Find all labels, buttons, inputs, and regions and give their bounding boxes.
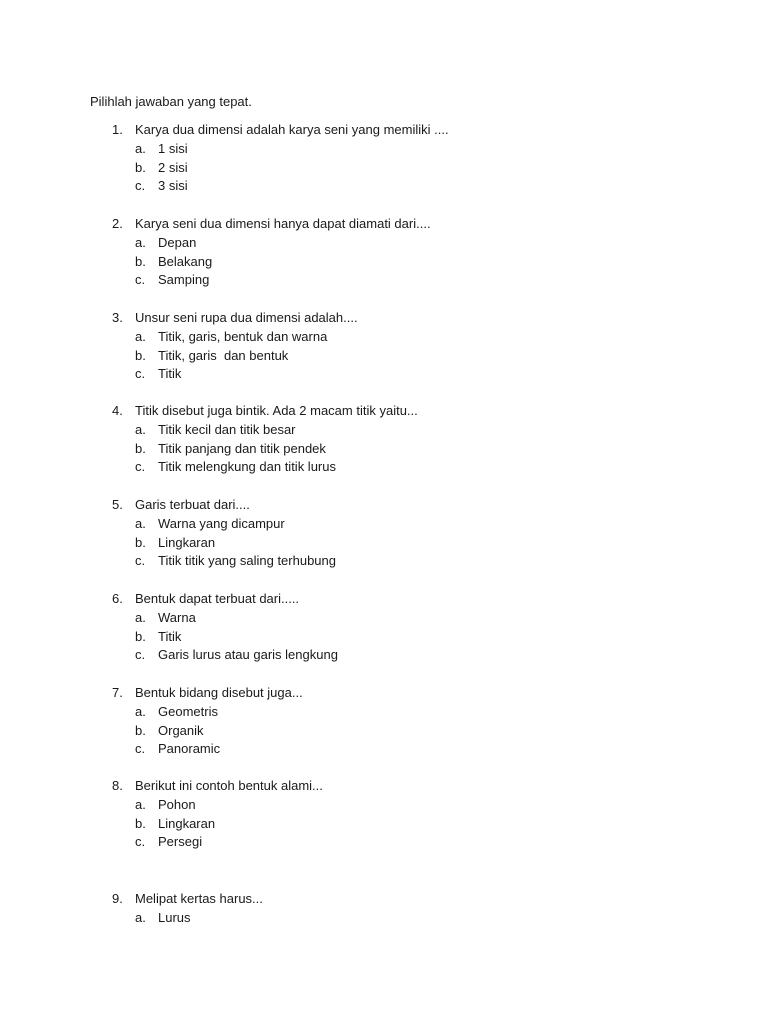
option-text: Titik panjang dan titik pendek [158,440,326,456]
option-row [0,609,768,628]
option-text: Depan [158,234,197,250]
option-text: 2 sisi [158,159,188,175]
option-letter: a. [135,515,146,531]
option-row [0,646,768,665]
option-text: 1 sisi [158,140,188,156]
question-number: 6. [112,591,123,606]
option-text: Lurus [158,909,191,925]
option-letter: b. [135,628,146,644]
question-text: Unsur seni rupa dua dimensi adalah.... [135,310,358,325]
option-letter: a. [135,140,146,156]
question-number: 5. [112,497,123,512]
option-text: Titik, garis dan bentuk [158,347,289,363]
option-text: Titik titik yang saling terhubung [158,553,337,569]
option-row [0,253,768,272]
question-item [0,496,768,571]
option-row [0,552,768,571]
question-number: 1. [112,122,123,137]
option-text: Samping [158,272,210,288]
option-text: Titik, garis, bentuk dan warna [158,328,328,344]
question-row [0,590,768,609]
option-letter: c. [135,553,146,569]
option-letter: c. [135,741,146,757]
option-letter: c. [135,459,146,475]
option-row [0,458,768,477]
option-letter: b. [135,253,146,269]
option-letter: a. [135,328,146,344]
option-text: Titik [158,628,182,644]
question-text: Bentuk bidang disebut juga... [135,685,303,700]
question-row [0,890,768,909]
question-number: 4. [112,403,123,418]
question-item [0,890,768,928]
question-text: Titik disebut juga bintik. Ada 2 macam titik yaitu... [135,403,418,418]
option-letter: c. [135,272,146,288]
question-row [0,215,768,234]
option-row [0,515,768,534]
question-item [0,777,768,852]
question-text: Melipat kertas harus... [135,891,263,906]
option-letter: a. [135,909,146,925]
option-row [0,347,768,366]
option-row [0,703,768,722]
question-number: 9. [112,891,123,906]
option-row [0,271,768,290]
option-letter: c. [135,366,146,382]
option-text: Lingkaran [158,534,216,550]
instruction-text: Pilihlah jawaban yang tepat. [90,94,252,109]
question-item [0,215,768,290]
question-text: Bentuk dapat terbuat dari..... [135,591,300,606]
option-letter: c. [135,647,146,663]
option-row [0,159,768,178]
option-row [0,796,768,815]
option-letter: a. [135,234,146,250]
option-row [0,534,768,553]
question-row [0,309,768,328]
option-text: Warna [158,609,196,625]
option-row [0,177,768,196]
option-row [0,628,768,647]
option-row [0,421,768,440]
option-text: Lingkaran [158,815,216,831]
option-letter: b. [135,722,146,738]
question-item [0,684,768,759]
option-row [0,234,768,253]
option-letter: c. [135,178,146,194]
option-text: Garis lurus atau garis lengkung [158,647,338,663]
question-text: Karya seni dua dimensi hanya dapat diamati dari.... [135,216,431,231]
option-letter: b. [135,440,146,456]
question-text: Berikut ini contoh bentuk alami... [135,778,323,793]
question-number: 8. [112,778,123,793]
option-letter: a. [135,609,146,625]
option-row [0,440,768,459]
option-text: 3 sisi [158,178,188,194]
option-row [0,328,768,347]
option-letter: a. [135,796,146,812]
question-row [0,121,768,140]
option-text: Organik [158,722,204,738]
question-number: 3. [112,310,123,325]
option-text: Titik kecil dan titik besar [158,421,296,437]
option-text: Titik melengkung dan titik lurus [158,459,336,475]
option-letter: b. [135,534,146,550]
option-letter: c. [135,834,146,850]
option-text: Persegi [158,834,203,850]
option-letter: a. [135,703,146,719]
question-text: Garis terbuat dari.... [135,497,250,512]
option-text: Warna yang dicampur [158,515,285,531]
option-letter: a. [135,421,146,437]
question-row [0,684,768,703]
option-row [0,722,768,741]
option-letter: b. [135,815,146,831]
question-row [0,402,768,421]
option-text: Titik [158,366,182,382]
question-item [0,121,768,196]
option-text: Geometris [158,703,218,719]
question-number: 2. [112,216,123,231]
question-row [0,496,768,515]
option-text: Belakang [158,253,213,269]
question-text: Karya dua dimensi adalah karya seni yang memiliki .... [135,122,449,137]
question-item [0,590,768,665]
option-letter: b. [135,159,146,175]
option-row [0,909,768,928]
option-row [0,740,768,759]
option-row [0,815,768,834]
question-number: 7. [112,685,123,700]
option-letter: b. [135,347,146,363]
option-row [0,365,768,384]
option-text: Panoramic [158,741,221,757]
option-row [0,140,768,159]
question-item [0,309,768,384]
option-row [0,833,768,852]
option-text: Pohon [158,796,196,812]
question-item [0,402,768,477]
question-row [0,777,768,796]
